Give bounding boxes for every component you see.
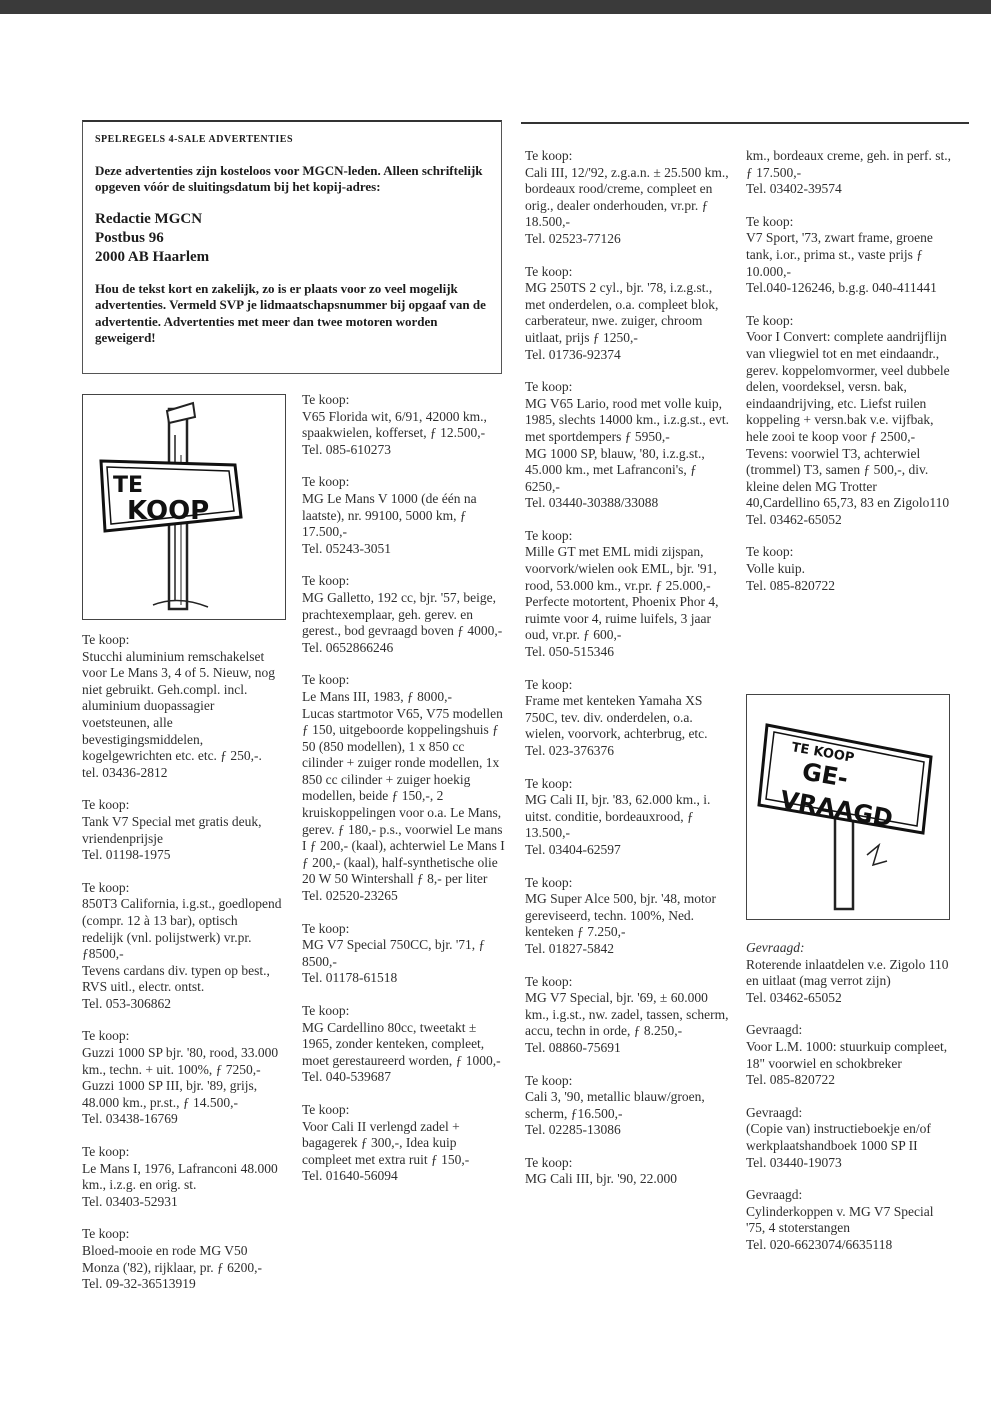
ad-label: Gevraagd: bbox=[746, 1187, 803, 1203]
ads-column-4 bbox=[746, 148, 952, 610]
ad-label: Te koop: bbox=[525, 527, 573, 543]
ad-item bbox=[302, 921, 508, 987]
ad-label: Te koop: bbox=[525, 263, 573, 279]
ad-item bbox=[302, 392, 508, 458]
wanted-ad-item bbox=[746, 940, 952, 1006]
rules-note: Hou de tekst kort en zakelijk, zo is er plaats voor zo veel mogelijk advertenties. Vermeld SVP je lidmaatschapsnummer bij opgaaf van de advertentie. Advertenties met meer dan twee motoren worden geweigerd! bbox=[95, 280, 486, 345]
ad-item bbox=[82, 1144, 282, 1210]
column-rule bbox=[521, 122, 969, 124]
ad-item bbox=[525, 264, 731, 364]
ad-label: Te koop: bbox=[525, 1154, 573, 1170]
ad-item bbox=[525, 875, 731, 958]
ad-item bbox=[746, 313, 952, 529]
te-koop-sign-illustration bbox=[82, 394, 286, 620]
ad-item bbox=[82, 880, 282, 1013]
ad-text: Voor Cali II verlengd zadel + bagagerek ƒ 300,-, Idea kuip compleet met extra ruit ƒ 150,- Tel. 01640-56094 bbox=[302, 1118, 470, 1184]
sign-text-koop: KOOP bbox=[127, 496, 210, 526]
ad-label: Te koop: bbox=[302, 920, 350, 936]
rules-box bbox=[82, 120, 502, 374]
ad-label: Te koop: bbox=[525, 148, 573, 163]
ad-item bbox=[525, 528, 731, 661]
ad-text: Voor I Convert: complete aandrijflijn van vliegwiel tot en met eindaandr., gerev. koppelomvormer, veel dubbele delen, voordeksel, versn. bak, eindaandrijving, etc. Liefst ruilen koppeling + versn.bak v.e. vijfbak, hele zooi te koop voor ƒ 2500,- Tevens: voorwiel T3, achterwiel (trommel) T3, samen ƒ 500,-, div. kleine delen MG Trotter 40,Cardellino 65,73, 83 en Zigolo110 Tel. 03462-65052 bbox=[746, 329, 950, 527]
ad-label: Te koop: bbox=[302, 392, 350, 407]
ad-text: V65 Florida wit, 6/91, 42000 km., spaakwielen, kofferset, ƒ 12.500,- Tel. 085-610273 bbox=[302, 408, 487, 457]
ad-item bbox=[525, 677, 731, 760]
ad-label: Te koop: bbox=[525, 775, 573, 791]
ad-label: Te koop: bbox=[82, 879, 130, 895]
ad-label: Te koop: bbox=[525, 973, 573, 989]
ad-item bbox=[82, 1028, 282, 1128]
address-line: 2000 AB Haarlem bbox=[95, 248, 210, 265]
ad-text: Guzzi 1000 SP bjr. '80, rood, 33.000 km., techn. + uit. 100%, ƒ 7250,- Guzzi 1000 SP III, bjr. '89, grijs, 48.000 km., pr.st., ƒ 14.500,- Tel. 03438-16769 bbox=[82, 1045, 279, 1127]
ad-label: Gevraagd: bbox=[746, 1104, 803, 1120]
ad-text: MG Cardellino 80cc, tweetakt ± 1965, zonder kenteken, compleet, moet gerestaureerd worden, ƒ 1000,- Tel. 040-539687 bbox=[302, 1019, 501, 1085]
ad-item bbox=[302, 672, 508, 904]
ad-label: Te koop: bbox=[82, 1226, 130, 1242]
ad-label: Te koop: bbox=[302, 573, 350, 589]
ad-label: Gevraagd: bbox=[746, 940, 805, 955]
scan-edge bbox=[0, 0, 991, 14]
ads-column-3 bbox=[525, 148, 731, 1204]
editor-address bbox=[95, 210, 489, 267]
sign-drawing bbox=[83, 395, 285, 619]
ad-item bbox=[82, 797, 282, 863]
ad-text: Stucchi aluminium remschakelset voor Le Mans 3, 4 of 5. Nieuw, nog niet gebruikt. Geh.compl. incl. aluminium duopassagier voetsteunen, alle bevestigingsmiddelen, kogelgewrichten etc. etc. ƒ 250,-. tel. 03436-2812 bbox=[82, 648, 275, 780]
ad-text: MG V7 Special, bjr. '69, ± 60.000 km., i.g.st., nw. zadel, tassen, scherm, accu, techn in orde, ƒ 8.250,- Tel. 08860-75691 bbox=[525, 990, 729, 1055]
rules-intro: Deze advertenties zijn kosteloos voor MGCN-leden. Alleen schriftelijk opgeven vóór de sluitingsdatum bij het kopij-adres: bbox=[95, 162, 483, 194]
ads-column-1 bbox=[82, 632, 282, 1309]
ad-label: Te koop: bbox=[525, 676, 573, 692]
ad-label: Te koop: bbox=[82, 1144, 130, 1160]
ad-text: MG V65 Lario, rood met volle kuip, 1985, slechts 14000 km., i.z.g.st., evt. met sportdempers ƒ 5950,- MG 1000 SP, blauw, '80, i.z.g.st., 45.000 km., met Lafranconi's, ƒ 6250,- Tel. 03440-30388/33088 bbox=[525, 395, 729, 511]
address-line: Postbus 96 bbox=[95, 229, 164, 246]
ad-item bbox=[525, 974, 731, 1057]
ad-item bbox=[302, 474, 508, 557]
ad-text: (Copie van) instructieboekje en/of werkplaatshandboek 1000 SP II Tel. 03440-19073 bbox=[746, 1121, 931, 1170]
ad-text: Le Mans I, 1976, Lafranconi 48.000 km., i.z.g. en orig. st. Tel. 03403-52931 bbox=[82, 1160, 278, 1209]
ad-text: km., bordeaux creme, geh. in perf. st., ƒ 17.500,- Tel. 03402-39574 bbox=[746, 148, 952, 197]
ad-item bbox=[525, 776, 731, 859]
ad-item bbox=[525, 1073, 731, 1139]
ad-text: MG V7 Special 750CC, bjr. '71, ƒ 8500,- Tel. 01178-61518 bbox=[302, 937, 486, 986]
wanted-ad-item bbox=[746, 1022, 952, 1088]
ad-label: Te koop: bbox=[82, 797, 130, 813]
ads-column-2 bbox=[302, 392, 508, 1201]
ad-text: MG Cali III, bjr. '90, 22.000 bbox=[525, 1171, 678, 1187]
ad-label: Te koop: bbox=[525, 1072, 573, 1088]
address-line: Redactie MGCN bbox=[95, 210, 203, 227]
ad-text: Frame met kenteken Yamaha XS 750C, tev. div. onderdelen, o.a. wielen, voorvork, achterbrug, etc. Tel. 023-376376 bbox=[525, 693, 708, 758]
ad-label: Te koop: bbox=[525, 874, 573, 890]
ad-text: Voor L.M. 1000: stuurkuip compleet, 18" voorwiel en schokbreker Tel. 085-820722 bbox=[746, 1038, 948, 1088]
ad-label: Te koop: bbox=[746, 312, 794, 328]
ad-item bbox=[525, 379, 731, 512]
ad-item bbox=[302, 573, 508, 656]
ad-item bbox=[746, 544, 952, 594]
ad-label: Te koop: bbox=[302, 1003, 350, 1018]
ad-label: Te koop: bbox=[302, 474, 350, 490]
ad-text: Cali III, 12/'92, z.g.a.n. ± 25.500 km., bordeaux rood/creme, compleet en orig., dealer onderhouden, vr.pr. ƒ 18.500,- Tel. 02523-77126 bbox=[525, 164, 729, 246]
ad-item bbox=[82, 1226, 282, 1292]
ad-text: MG Cali II, bjr. '83, 62.000 km., i. uitst. conditie, bordeauxrood, ƒ 13.500,- Tel. 03404-62597 bbox=[525, 792, 711, 857]
ad-text: MG Super Alce 500, bjr. '48, motor gereviseerd, techn. 100%, Ned. kenteken ƒ 7.250,- Tel. 01827-5842 bbox=[525, 891, 717, 956]
ad-text: MG 250TS 2 cyl., bjr. '78, i.z.g.st., met onderdelen, o.a. compleet blok, carberateur, nwe. zuiger, chroom uitlaat, prijs ƒ 1250,- Tel. 01736-92374 bbox=[525, 280, 719, 362]
ad-text: Mille GT met EML midi zijspan, voorvork/wielen ook EML, bjr. '91, rood, 53.000 km., vr.pr. ƒ 25.000,- Perfecte motortent, Phoenix Phor 4, ruimte voor 4, ruime luifels, 3 jaar oud, vr.pr. ƒ 600,- Tel. 050-515346 bbox=[525, 544, 719, 660]
ad-item bbox=[302, 1003, 508, 1086]
ad-item bbox=[746, 148, 952, 198]
ad-text: Roterende inlaatdelen v.e. Zigolo 110 en uitlaat (mag verrot zijn) Tel. 03462-65052 bbox=[746, 956, 949, 1005]
ad-text: Le Mans III, 1983, ƒ 8000,- Lucas startmotor V65, V75 modellen ƒ 150, uitgeboorde koppelingshuis ƒ 50 (850 modellen), 1 x 850 cc cilinder + zuiger ronde modellen, 1x 850 cc cilinder + zuiger hoekig modellen, beide ƒ 150,-, 2 kruiskoppelingen voor o.a. Le Mans, gerev. ƒ 180,- p.s., voorwiel Le mans I ƒ 200,- (kaal), achterwiel Le Mans I ƒ 200,- (kaal), half-synthetische olie 20 W 50 Wintershall ƒ 8,- per liter Tel. 02520-23265 bbox=[302, 688, 505, 904]
ad-label: Gevraagd: bbox=[746, 1022, 803, 1038]
ad-item bbox=[82, 632, 282, 781]
gevraagd-sign-illustration bbox=[746, 694, 950, 920]
ad-item bbox=[302, 1102, 508, 1185]
sign-drawing bbox=[747, 695, 949, 919]
ad-text: Cylinderkoppen v. MG V7 Special '75, 4 stoterstangen Tel. 020-6623074/6635118 bbox=[746, 1203, 934, 1252]
ad-text: Cali 3, '90, metallic blauw/groen, scherm, ƒ16.500,- Tel. 02285-13086 bbox=[525, 1089, 705, 1138]
ad-label: Te koop: bbox=[302, 672, 350, 688]
ad-text: MG Galletto, 192 cc, bjr. '57, beige, prachtexemplaar, geh. gerev. en gerest., bod gevraagd boven ƒ 4000,- Tel. 0652866246 bbox=[302, 589, 503, 655]
ad-item bbox=[525, 148, 731, 248]
ad-label: Te koop: bbox=[82, 632, 130, 647]
ad-text: 850T3 California, i.g.st., goedlopend (compr. 12 à 13 bar), optisch redelijk (vnl. polijstwerk) vr.pr. ƒ8500,- Tevens cardans div. typen op best., RVS uitl., electr. ontst. Tel. 053-306862 bbox=[82, 896, 282, 1011]
sign-text-ge: GE- bbox=[799, 757, 851, 793]
rules-title: SPELREGELS 4-SALE ADVERTENTIES bbox=[95, 134, 294, 145]
sign-text-vraagd: VRAAGD bbox=[777, 785, 895, 833]
wanted-ads-column bbox=[746, 940, 952, 1270]
ad-label: Te koop: bbox=[302, 1101, 350, 1117]
ad-item bbox=[746, 214, 952, 297]
ad-item bbox=[525, 1155, 731, 1188]
wanted-ad-item bbox=[746, 1187, 952, 1253]
ad-text: Bloed-mooie en rode MG V50 Monza ('82), rijklaar, pr. ƒ 6200,- Tel. 09-32-36513919 bbox=[82, 1243, 262, 1292]
ad-label: Te koop: bbox=[525, 379, 573, 395]
sign-text-te-koop: TE KOOP bbox=[790, 740, 856, 766]
ad-label: Te koop: bbox=[82, 1028, 130, 1044]
wanted-ad-item bbox=[746, 1105, 952, 1171]
ad-label: Te koop: bbox=[746, 213, 794, 229]
ad-text: Tank V7 Special met gratis deuk, vriendenprijsje Tel. 01198-1975 bbox=[82, 813, 262, 863]
ad-text: MG Le Mans V 1000 (de één na laatste), nr. 99100, 5000 km, ƒ 17.500,- Tel. 05243-3051 bbox=[302, 490, 477, 556]
sign-text-te: TE bbox=[113, 473, 144, 498]
ad-text: Volle kuip. Tel. 085-820722 bbox=[746, 561, 836, 593]
ad-text: V7 Sport, '73, zwart frame, groene tank, i.or., prima st., vaste prijs ƒ 10.000,- Tel.040-126246, b.g.g. 040-411441 bbox=[746, 230, 937, 296]
ad-label: Te koop: bbox=[746, 544, 794, 560]
